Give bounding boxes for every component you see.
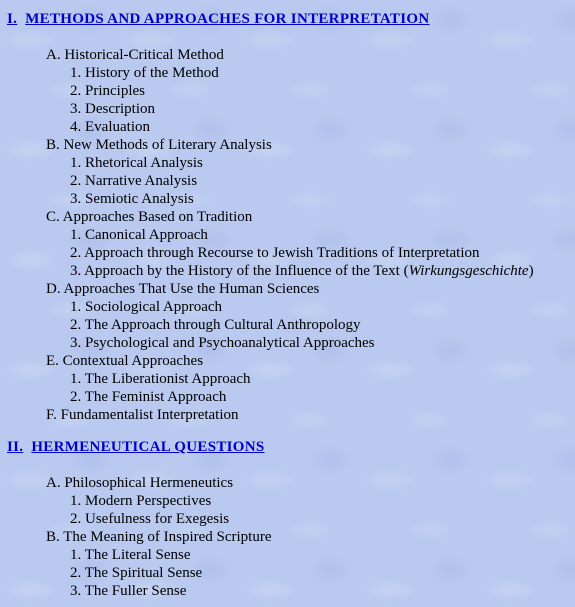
outline-subitem: 2. Narrative Analysis [70,173,198,189]
outline-subitem: 1. History of the Method [70,65,219,81]
outline-list-hermeneutical [0,474,575,600]
section-title: METHODS AND APPROACHES FOR INTERPRETATION [25,11,430,27]
outline-item: B. The Meaning of Inspired Scripture [46,529,272,545]
outline-subitem: 3. Semiotic Analysis [70,191,194,207]
outline-item: E. Contextual Approaches [46,353,204,369]
outline-subitem: 1. The Literal Sense [70,547,191,563]
outline-subitem: 2. The Feminist Approach [70,389,227,405]
outline-subitem-text: 3. Approach by the History of the Influence of the Text ( [70,263,409,279]
outline-subitem: 2. The Approach through Cultural Anthropology [70,317,361,333]
outline-subitem: 2. Approach through Recourse to Jewish Traditions of Interpretation [70,245,480,261]
outline-item: A. Historical-Critical Method [46,47,224,63]
outline-subitem: 3. Description [70,101,155,117]
outline-subitem [0,262,575,280]
outline-subitem: 1. Rhetorical Analysis [70,155,203,171]
outline-item: D. Approaches That Use the Human Sciences [46,281,320,297]
outline-subitem: 2. The Spiritual Sense [70,565,203,581]
outline-subitem: 1. Canonical Approach [70,227,208,243]
section-number: I. [7,11,18,27]
closing-paren: ) [528,263,534,279]
section-number: II. [7,439,24,455]
section-title: HERMENEUTICAL QUESTIONS [31,439,265,455]
italic-term: Wirkungsgeschichte [408,263,529,279]
outline-subitem: 3. The Fuller Sense [70,583,187,599]
outline-subitem: 1. The Liberationist Approach [70,371,251,387]
section-heading-methods[interactable] [7,11,429,28]
outline-subitem: 1. Sociological Approach [70,299,223,315]
outline-item: F. Fundamentalist Interpretation [46,407,239,423]
outline-subitem: 2. Usefulness for Exegesis [70,511,230,527]
outline-subitem: 4. Evaluation [70,119,150,135]
outline-item: C. Approaches Based on Tradition [46,209,253,225]
outline-subitem: 1. Modern Perspectives [70,493,212,509]
outline-item: A. Philosophical Hermeneutics [46,475,234,491]
outline-subitem: 2. Principles [70,83,145,99]
outline-list-methods [0,46,575,424]
outline-item: B. New Methods of Literary Analysis [46,137,272,153]
outline-subitem: 3. Psychological and Psychoanalytical Approaches [70,335,375,351]
section-heading-hermeneutical[interactable] [7,439,265,456]
